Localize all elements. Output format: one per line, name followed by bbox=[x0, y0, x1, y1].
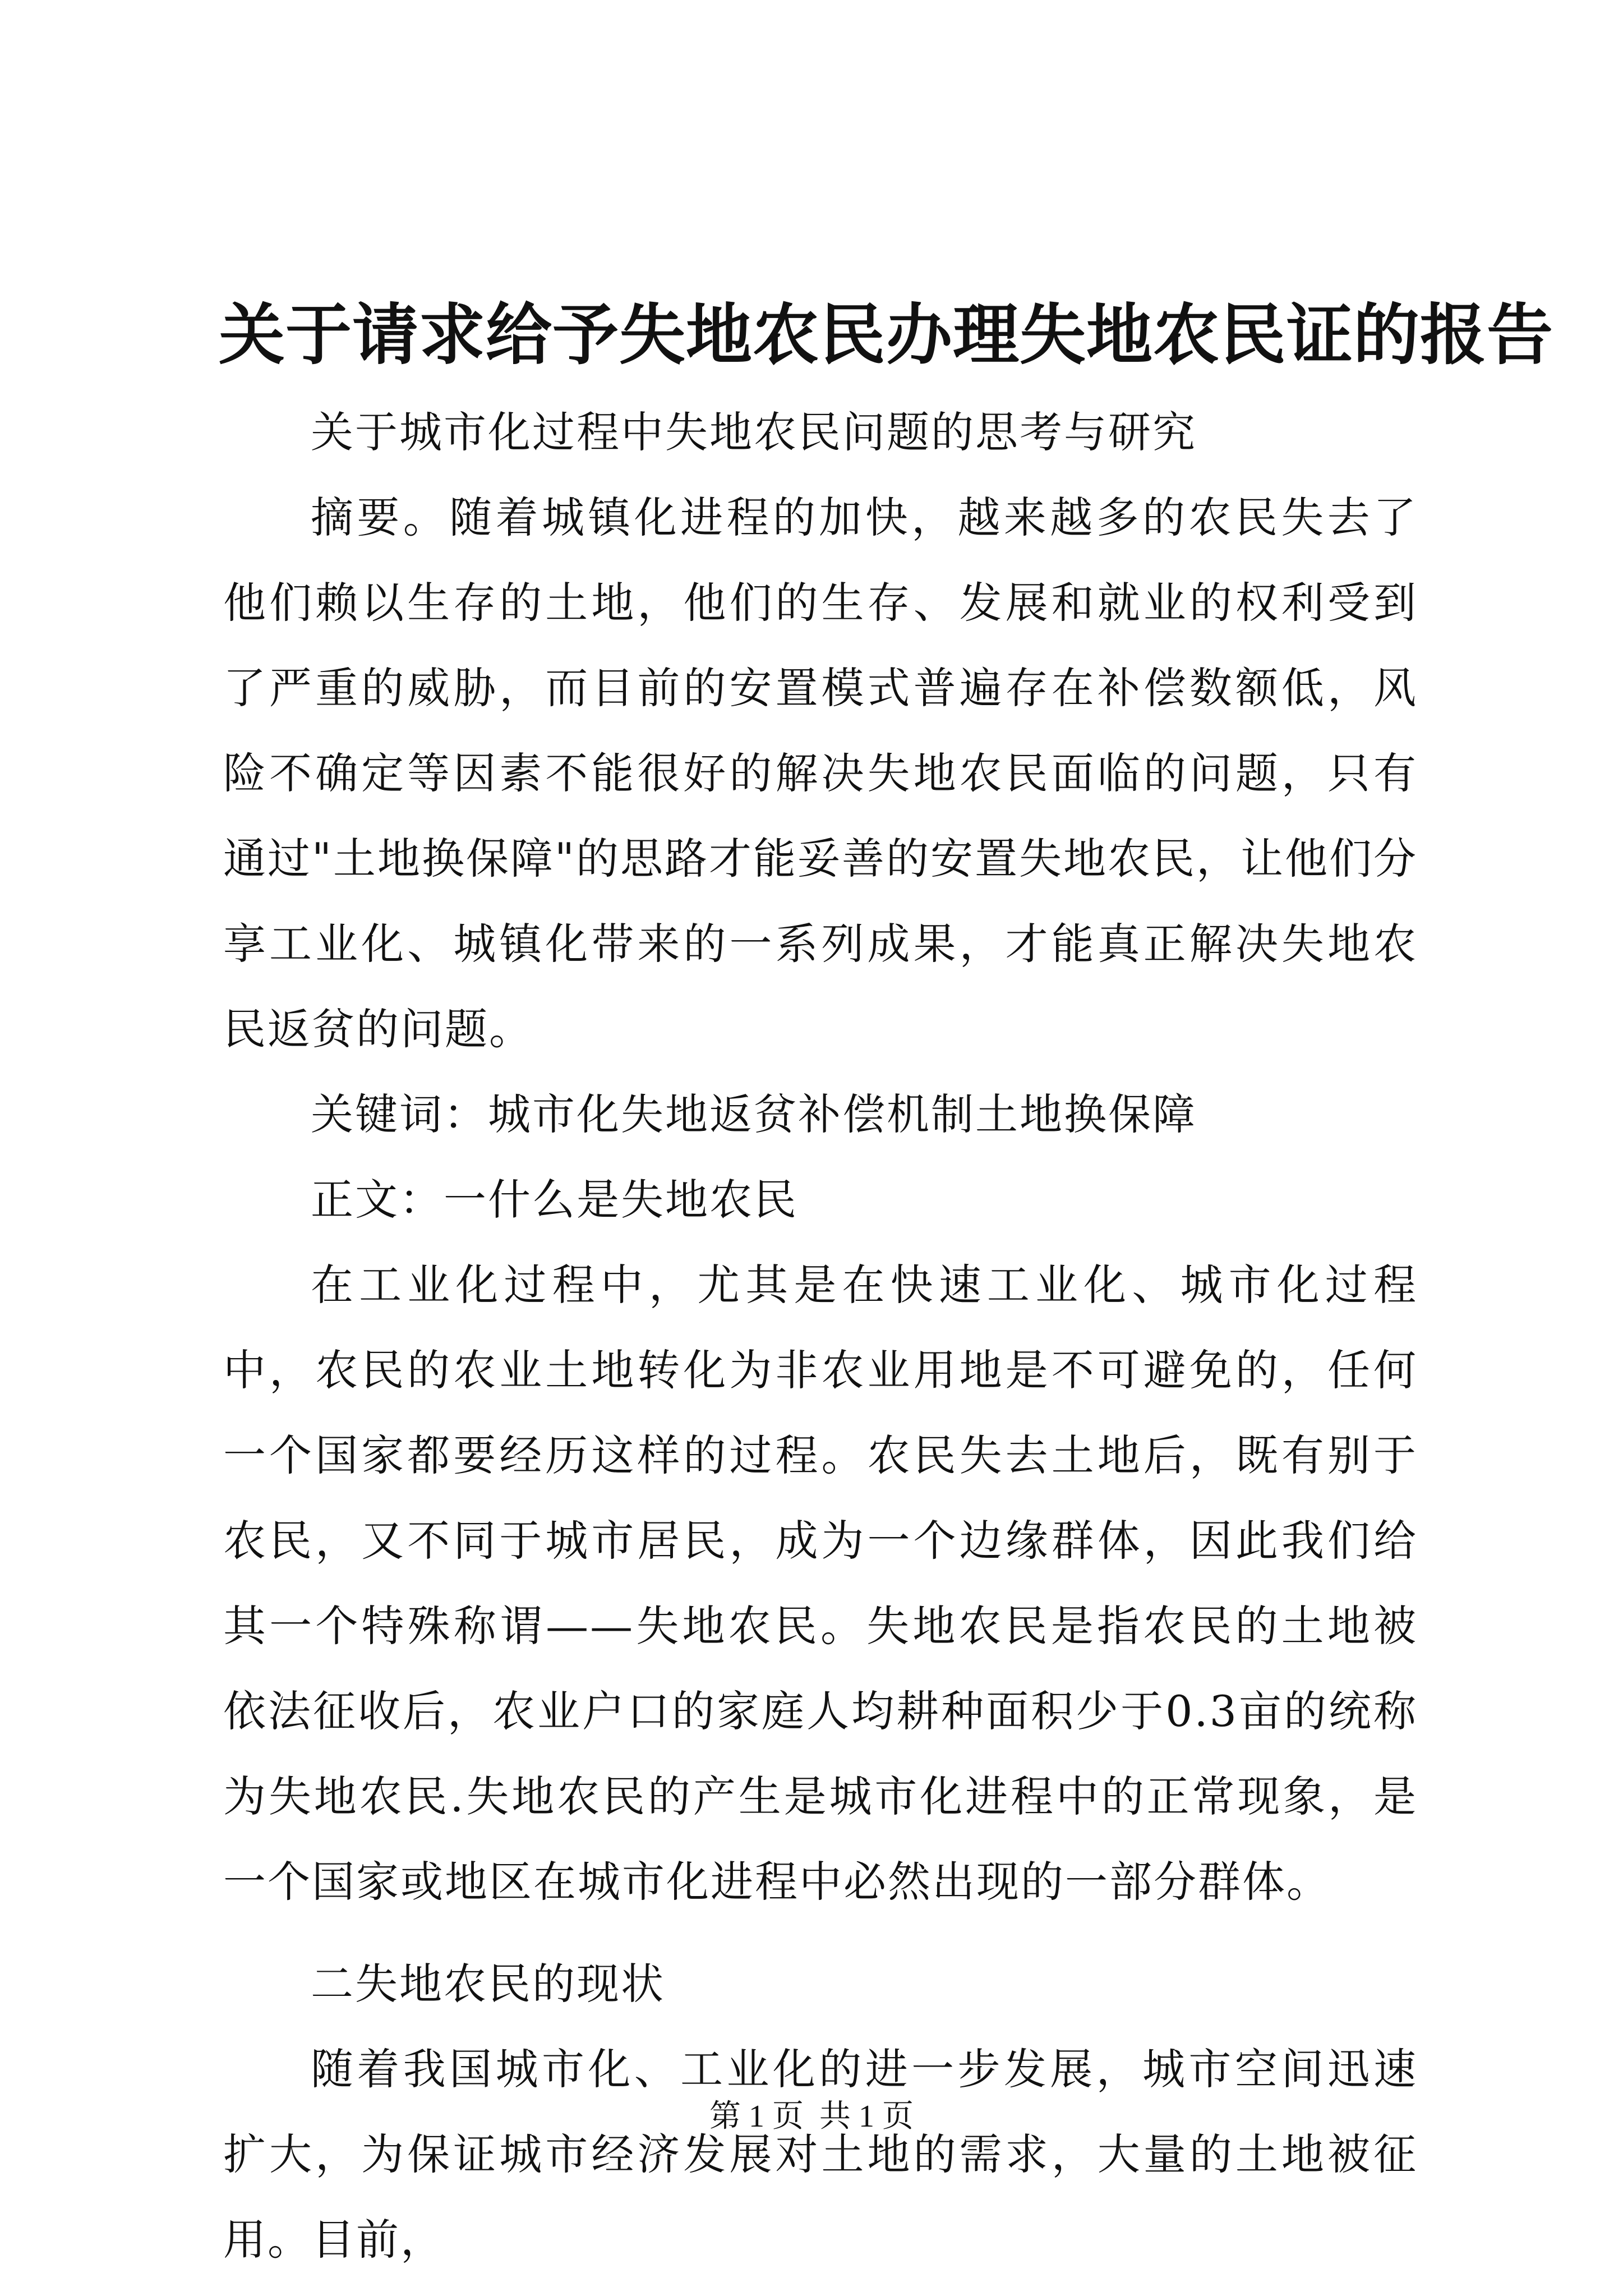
body-paragraph-2: 随着我国城市化、工业化的进一步发展，城市空间迅速扩大，为保证城市经济发展对土地的需求，大量的土地被征用。目前， bbox=[223, 2044, 1418, 2265]
document-title: 关于请求给予失地农民办理失地农民证的报告 bbox=[219, 296, 1554, 374]
section-heading-1: 正文：一什么是失地农民 bbox=[311, 1175, 798, 1225]
keywords-paragraph: 关键词：城市化失地返贫补偿机制土地换保障 bbox=[311, 1089, 1197, 1139]
document-body bbox=[223, 390, 1418, 2283]
body-paragraph-1: 在工业化过程中，尤其是在快速工业化、城市化过程中，农民的农业土地转化为非农业用地是不可避免的，任何一个国家都要经历这样的过程。农民失去土地后，既有别于农民，又不同于城市居民，成为一个边缘群体，因此我们给其一个特殊称谓——失地农民。失地农民是指农民的土地被依法征收后，农业户口的家庭人均耕种面积少于0.3亩的统称为失地农民.失地农民的产生是城市化进程中的正常现象，是一个国家或地区在城市化进程中必然出现的一部分群体。 bbox=[223, 1260, 1418, 1907]
subtitle-paragraph: 关于城市化过程中失地农民问题的思考与研究 bbox=[311, 407, 1197, 457]
section-heading-2: 二失地农民的现状 bbox=[311, 1959, 665, 2009]
page-footer: 第 1 页 共 1 页 bbox=[709, 2099, 914, 2134]
abstract-paragraph: 摘要。随着城镇化进程的加快，越来越多的农民失去了他们赖以生存的土地，他们的生存、发展和就业的权利受到了严重的威胁，而目前的安置模式普遍存在补偿数额低，风险不确定等因素不能很好的解决失地农民面临的问题，只有通过"土地换保障"的思路才能妥善的安置失地农民，让他们分享工业化、城镇化带来的一系列成果，才能真正解决失地农民返贫的问题。 bbox=[223, 493, 1418, 1054]
